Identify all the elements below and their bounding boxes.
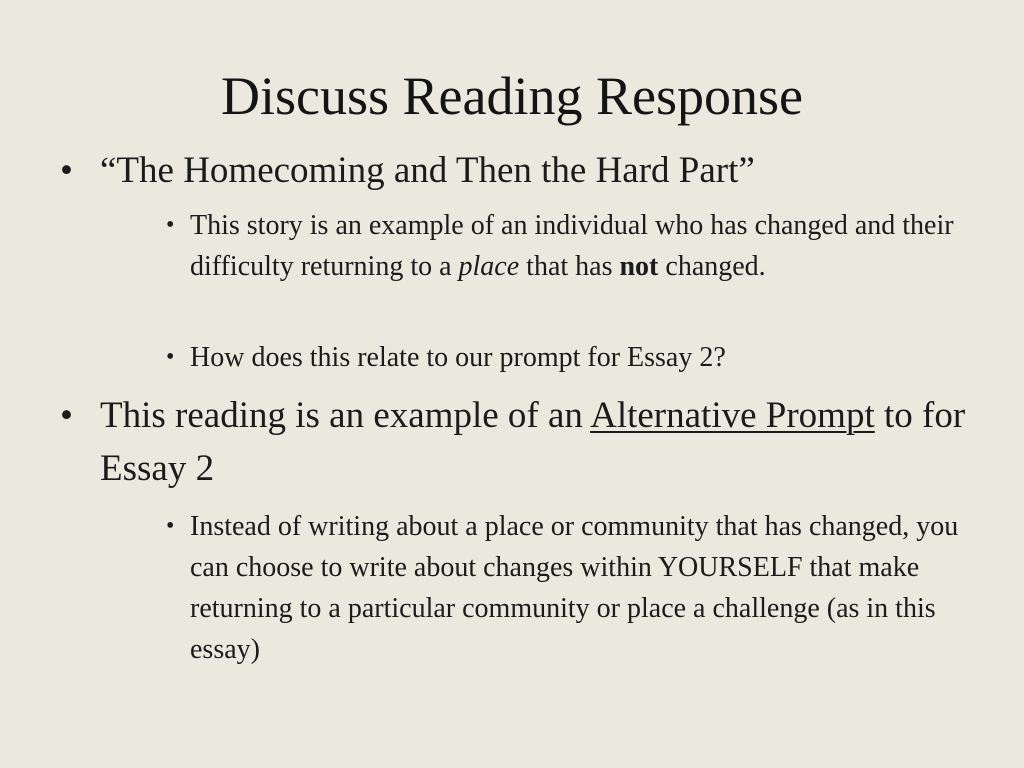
bullet-text: “The Homecoming and Then the Hard Part” (100, 150, 755, 191)
sub-bullet-item-instead-of-writing (166, 506, 975, 670)
slide-title: Discuss Reading Response (221, 66, 803, 126)
sub-bullet-text-part2: that has (519, 251, 620, 282)
bullet-text-part1: This reading is an example of an (100, 395, 591, 436)
sub-bullet-item-story-example (166, 205, 975, 287)
sub-bullet-text: Instead of writing about a place or community that has changed, you can choose to write about changes within YOURSELF that make returning to a particular community or place a challenge (as in this essay) (190, 511, 959, 665)
bullet-icon: • (166, 344, 175, 370)
bullet-icon: • (166, 212, 175, 238)
bullet-icon: • (60, 395, 73, 436)
bullet-item-homecoming (60, 144, 980, 197)
emphasis-place: place (458, 251, 520, 282)
sub-bullet-text: How does this relate to our prompt for Essay 2? (190, 342, 726, 373)
alternative-prompt-term: Alternative Prompt (590, 395, 875, 436)
bullet-item-alternative-prompt (60, 389, 980, 495)
emphasis-not: not (619, 251, 659, 282)
bullet-icon: • (60, 150, 73, 191)
sub-bullet-text-part3: changed. (658, 251, 766, 282)
sub-bullet-text-part1: This story is an example of an individual who has changed and their difficulty returning to a (190, 210, 954, 282)
sub-bullet-item-essay-prompt-question (166, 337, 975, 378)
bullet-icon: • (166, 513, 175, 539)
bullet-text-part2: to for Essay 2 (100, 395, 966, 489)
